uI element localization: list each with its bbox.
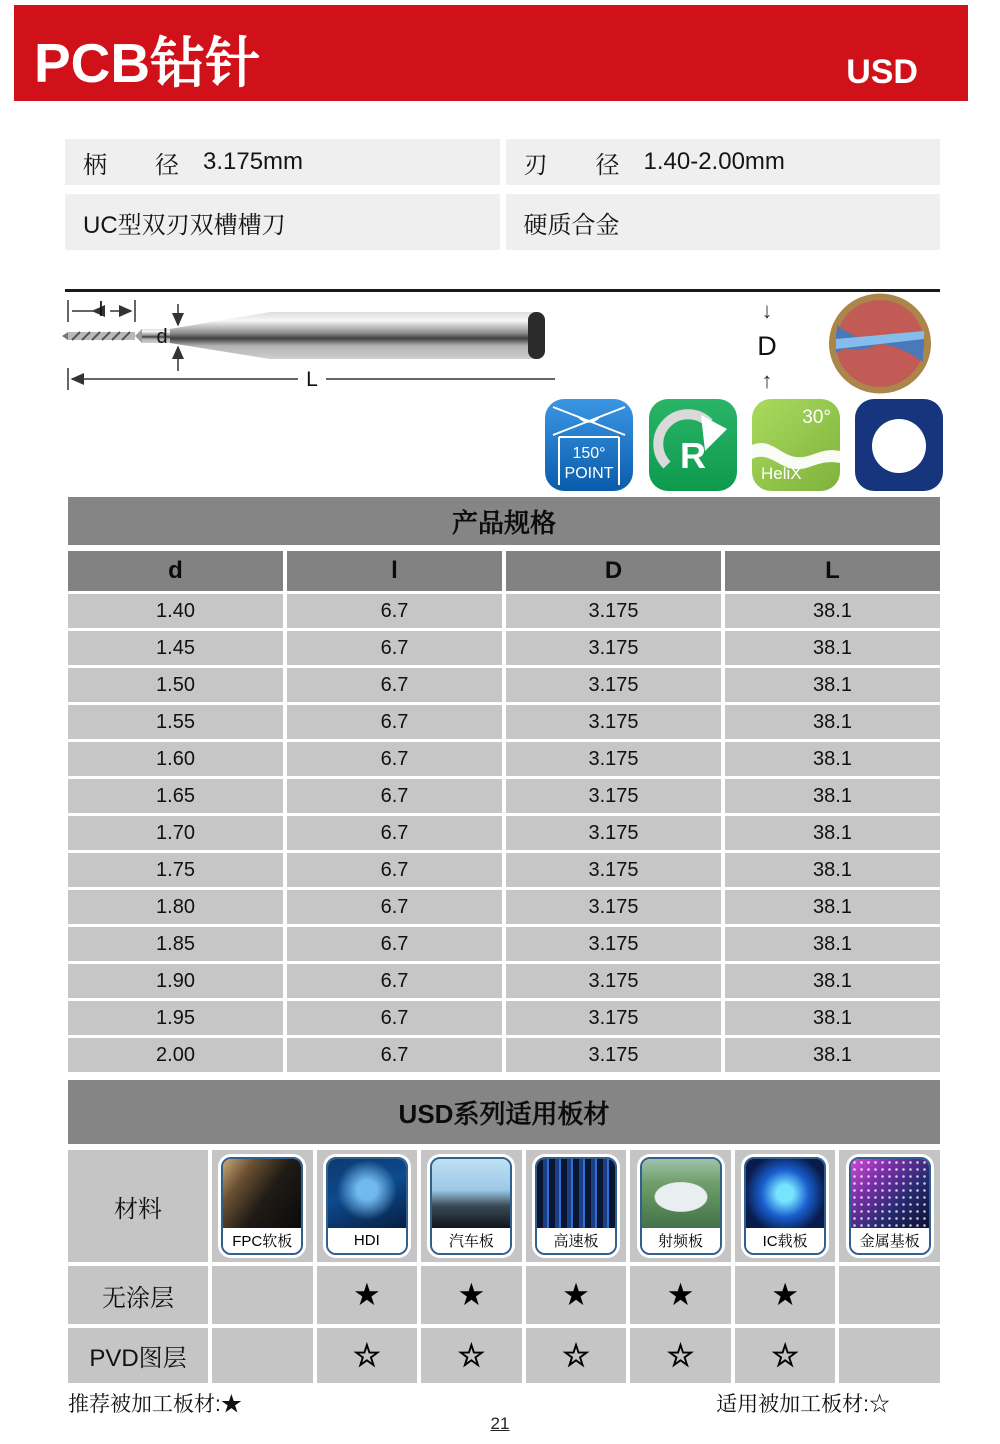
material-photo <box>223 1159 301 1228</box>
material-card <box>741 1154 829 1258</box>
spec-table-cell: 6.7 <box>287 631 502 665</box>
material-photo <box>432 1159 510 1228</box>
star-hollow-icon: ☆ <box>771 1337 800 1373</box>
material-cell <box>506 194 941 250</box>
material-card <box>532 1154 620 1258</box>
spec-table-cell: 1.45 <box>68 631 283 665</box>
spec-table-cell: 1.70 <box>68 816 283 850</box>
spec-table <box>68 551 940 1072</box>
spec-summary <box>65 139 940 250</box>
star-filled-icon: ★ <box>457 1277 486 1312</box>
arrow-down-icon: ↓ <box>761 298 773 323</box>
page-banner <box>14 5 968 101</box>
legend-recommended: 推荐被加工板材:★ <box>68 1393 242 1416</box>
material-cell <box>317 1150 418 1262</box>
pvd-rating-cell <box>526 1328 627 1383</box>
materials-table-title: USD系列适用板材 <box>68 1080 940 1144</box>
dim-label-D: D <box>757 330 777 361</box>
spec-column-header: L <box>725 551 940 591</box>
star-hollow-icon: ☆ <box>666 1337 695 1373</box>
pvd-rating-cell <box>421 1328 522 1383</box>
spec-table-cell: 38.1 <box>725 927 940 961</box>
spec-table-cell: 38.1 <box>725 668 940 702</box>
shank-diameter-cell <box>65 139 500 185</box>
materials-table <box>68 1150 940 1383</box>
material-photo <box>746 1159 824 1228</box>
star-hollow-icon: ☆ <box>562 1337 590 1373</box>
horizontal-divider <box>65 289 940 292</box>
material-label: 金属基板 <box>851 1228 929 1253</box>
dim-label-l: l <box>98 299 104 321</box>
spec-table-cell: 1.85 <box>68 927 283 961</box>
spec-table-cell: 38.1 <box>725 890 940 924</box>
spec-table-cell: 3.175 <box>506 853 721 887</box>
material-value: 硬质合金 <box>523 211 620 239</box>
point-angle-value: 150° <box>572 445 606 462</box>
uncoated-rating-cell <box>317 1266 418 1324</box>
helix-angle-icon <box>752 399 840 491</box>
tool-type-cell <box>65 194 500 250</box>
spec-table-cell: 6.7 <box>287 779 502 813</box>
spec-table-cell: 6.7 <box>287 1001 502 1035</box>
star-hollow-icon: ☆ <box>457 1337 486 1373</box>
spec-table-cell: 38.1 <box>725 705 940 739</box>
drill-technical-drawing <box>58 296 568 398</box>
pvd-rating-cell <box>317 1328 418 1383</box>
spec-table-cell: 3.175 <box>506 1001 721 1035</box>
spec-table-cell: 6.7 <box>287 964 502 998</box>
point-angle-text <box>545 444 633 484</box>
spec-table-cell: 3.175 <box>506 890 721 924</box>
spec-table-cell: 38.1 <box>725 853 940 887</box>
spec-table-cell: 1.55 <box>68 705 283 739</box>
material-cell <box>839 1150 940 1262</box>
spec-table-title: 产品规格 <box>68 497 940 545</box>
material-photo <box>537 1159 615 1228</box>
spec-column-header: D <box>506 551 721 591</box>
material-card <box>846 1154 934 1258</box>
spec-table-cell: 38.1 <box>725 779 940 813</box>
pvd-rating-cell <box>212 1328 313 1383</box>
material-card <box>637 1154 725 1258</box>
spec-table-cell: 38.1 <box>725 1001 940 1035</box>
uncoated-rating-cell <box>526 1266 627 1324</box>
material-card <box>427 1154 515 1258</box>
rotation-r-icon <box>649 399 737 491</box>
pvd-rating-cell <box>630 1328 731 1383</box>
spec-table-cell: 6.7 <box>287 1038 502 1072</box>
uncoated-rating-cell <box>212 1266 313 1324</box>
spec-table-cell: 3.175 <box>506 927 721 961</box>
page-number: 21 <box>490 1414 510 1433</box>
spec-table-cell: 3.175 <box>506 964 721 998</box>
spec-table-cell: 3.175 <box>506 705 721 739</box>
material-photo <box>851 1159 929 1228</box>
star-filled-icon: ★ <box>771 1277 800 1312</box>
point-angle-word: POINT <box>564 465 614 482</box>
flute-diameter-label: 刃 径 <box>523 151 620 179</box>
spec-table-cell: 1.50 <box>68 668 283 702</box>
helix-label: HeliX <box>761 464 802 483</box>
spec-table-cell: 6.7 <box>287 594 502 628</box>
spec-table-cell: 3.175 <box>506 742 721 776</box>
spec-table-cell: 38.1 <box>725 816 940 850</box>
spec-table-cell: 3.175 <box>506 816 721 850</box>
spec-column-header: l <box>287 551 502 591</box>
helix-angle-value: 30° <box>802 407 831 428</box>
dim-label-d: d <box>156 326 168 348</box>
pvd-rating-cell <box>839 1328 940 1383</box>
spec-table-cell: 38.1 <box>725 1038 940 1072</box>
material-label: FPC软板 <box>223 1228 301 1253</box>
point-angle-icon <box>545 399 633 491</box>
material-photo <box>642 1159 720 1228</box>
flute-diameter-cell <box>506 139 941 185</box>
uncoated-rating-cell <box>421 1266 522 1324</box>
star-filled-icon: ★ <box>562 1277 590 1312</box>
drill-cross-section-logo <box>828 293 932 394</box>
pvd-row-label: PVD图层 <box>68 1328 208 1383</box>
material-cell <box>526 1150 627 1262</box>
material-label: 射频板 <box>642 1228 720 1253</box>
spec-table-cell: 6.7 <box>287 742 502 776</box>
uncoated-row-label: 无涂层 <box>68 1266 208 1324</box>
ring-icon <box>855 399 943 491</box>
uncoated-rating-cell <box>630 1266 731 1324</box>
uncoated-rating-cell <box>839 1266 940 1324</box>
spec-table-cell: 38.1 <box>725 964 940 998</box>
spec-table-cell: 1.60 <box>68 742 283 776</box>
star-filled-icon: ★ <box>666 1277 695 1312</box>
material-card <box>218 1154 306 1258</box>
spec-column-header: d <box>68 551 283 591</box>
spec-table-cell: 6.7 <box>287 853 502 887</box>
page-title: PCB钻针 <box>34 32 261 94</box>
spec-table-cell: 6.7 <box>287 668 502 702</box>
material-cell <box>630 1150 731 1262</box>
spec-table-cell: 1.95 <box>68 1001 283 1035</box>
pvd-rating-cell <box>735 1328 836 1383</box>
material-card <box>323 1154 411 1258</box>
spec-table-cell: 3.175 <box>506 668 721 702</box>
material-label: 汽车板 <box>432 1228 510 1253</box>
spec-table-cell: 3.175 <box>506 779 721 813</box>
materials-row-label: 材料 <box>68 1150 208 1262</box>
material-label: 高速板 <box>537 1228 615 1253</box>
material-cell <box>735 1150 836 1262</box>
material-photo <box>328 1159 406 1228</box>
spec-table-cell: 1.65 <box>68 779 283 813</box>
spec-table-cell: 38.1 <box>725 594 940 628</box>
spec-table-cell: 1.80 <box>68 890 283 924</box>
star-filled-icon: ★ <box>352 1277 381 1312</box>
legend-suitable: 适用被加工板材:☆ <box>716 1393 890 1416</box>
dim-label-L: L <box>306 368 318 391</box>
spec-table-cell: 2.00 <box>68 1038 283 1072</box>
spec-table-cell: 3.175 <box>506 1038 721 1072</box>
spec-table-cell: 3.175 <box>506 631 721 665</box>
tool-type-value: UC型双刃双槽槽刀 <box>83 211 286 239</box>
star-hollow-icon: ☆ <box>352 1337 381 1373</box>
shank-diameter-value: 3.175mm <box>203 148 304 175</box>
material-label: HDI <box>328 1228 406 1253</box>
spec-table-cell: 1.40 <box>68 594 283 628</box>
spec-table-cell: 38.1 <box>725 742 940 776</box>
series-code: USD <box>846 53 918 91</box>
material-cell <box>421 1150 522 1262</box>
spec-table-cell: 38.1 <box>725 631 940 665</box>
spec-table-cell: 6.7 <box>287 927 502 961</box>
spec-table-cell: 6.7 <box>287 816 502 850</box>
material-cell <box>212 1150 313 1262</box>
spec-table-cell: 6.7 <box>287 705 502 739</box>
arrow-up-icon: ↑ <box>761 368 773 393</box>
dim-D-indicator <box>742 298 792 394</box>
rotation-letter: R <box>680 435 706 476</box>
material-label: IC载板 <box>746 1228 824 1253</box>
spec-table-cell: 1.75 <box>68 853 283 887</box>
spec-table-cell: 1.90 <box>68 964 283 998</box>
shank-diameter-label: 柄 径 <box>83 151 179 179</box>
spec-table-cell: 6.7 <box>287 890 502 924</box>
flute-diameter-value: 1.40-2.00mm <box>643 148 785 175</box>
uncoated-rating-cell <box>735 1266 836 1324</box>
spec-table-cell: 3.175 <box>506 594 721 628</box>
